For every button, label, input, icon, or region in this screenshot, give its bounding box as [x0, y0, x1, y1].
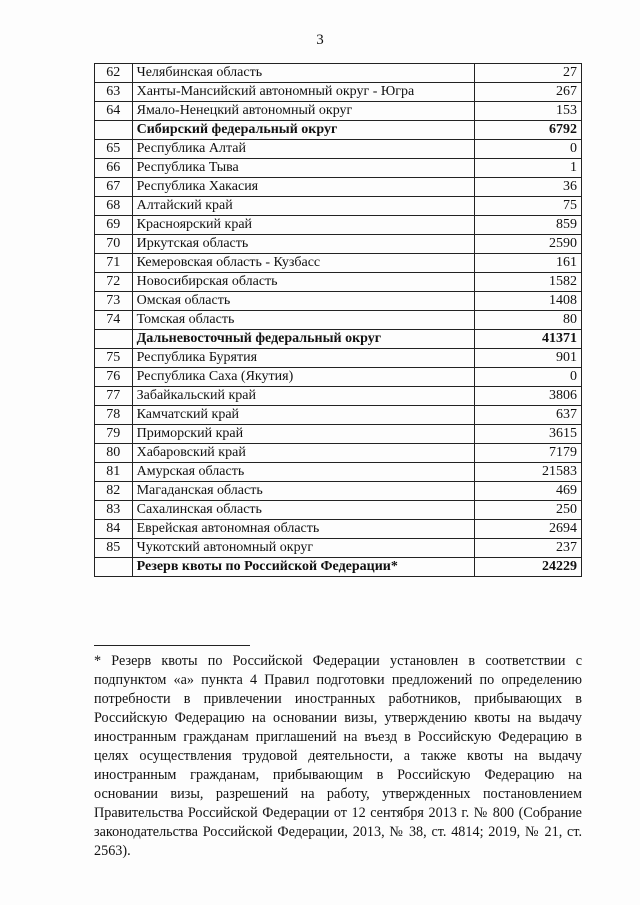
- row-number-cell: 67: [95, 178, 133, 197]
- quota-value-cell: 36: [475, 178, 582, 197]
- table-row: [95, 254, 582, 273]
- quota-value-cell: 1408: [475, 292, 582, 311]
- row-number-cell: 84: [95, 520, 133, 539]
- quota-table: [94, 63, 582, 577]
- table-row: [95, 140, 582, 159]
- table-row: [95, 235, 582, 254]
- row-number-cell: [95, 558, 133, 577]
- quota-value-cell: 237: [475, 539, 582, 558]
- region-name-cell: Республика Саха (Якутия): [132, 368, 475, 387]
- quota-value-cell: 6792: [475, 121, 582, 140]
- quota-value-cell: 267: [475, 83, 582, 102]
- row-number-cell: 74: [95, 311, 133, 330]
- quota-value-cell: 41371: [475, 330, 582, 349]
- table-row: [95, 121, 582, 140]
- region-name-cell: Ханты-Мансийский автономный округ - Югра: [132, 83, 475, 102]
- table-row: [95, 197, 582, 216]
- table-row: [95, 520, 582, 539]
- table-row: [95, 159, 582, 178]
- quota-value-cell: 1582: [475, 273, 582, 292]
- region-name-cell: Забайкальский край: [132, 387, 475, 406]
- region-name-cell: Республика Бурятия: [132, 349, 475, 368]
- quota-value-cell: 250: [475, 501, 582, 520]
- row-number-cell: 79: [95, 425, 133, 444]
- table-row: [95, 178, 582, 197]
- region-name-cell: Республика Тыва: [132, 159, 475, 178]
- region-name-cell: Еврейская автономная область: [132, 520, 475, 539]
- row-number-cell: 80: [95, 444, 133, 463]
- region-name-cell: Магаданская область: [132, 482, 475, 501]
- quota-value-cell: 859: [475, 216, 582, 235]
- row-number-cell: 68: [95, 197, 133, 216]
- row-number-cell: 83: [95, 501, 133, 520]
- region-name-cell: Республика Хакасия: [132, 178, 475, 197]
- row-number-cell: 72: [95, 273, 133, 292]
- row-number-cell: 71: [95, 254, 133, 273]
- region-name-cell: Ямало-Ненецкий автономный округ: [132, 102, 475, 121]
- table-row: [95, 501, 582, 520]
- region-name-cell: Сибирский федеральный округ: [132, 121, 475, 140]
- quota-value-cell: 153: [475, 102, 582, 121]
- quota-table-body: [95, 64, 582, 577]
- table-row: [95, 539, 582, 558]
- quota-value-cell: 75: [475, 197, 582, 216]
- region-name-cell: Томская область: [132, 311, 475, 330]
- row-number-cell: [95, 330, 133, 349]
- quota-value-cell: 1: [475, 159, 582, 178]
- table-row: [95, 425, 582, 444]
- quota-value-cell: 3806: [475, 387, 582, 406]
- table-row: [95, 83, 582, 102]
- region-name-cell: Красноярский край: [132, 216, 475, 235]
- row-number-cell: 69: [95, 216, 133, 235]
- row-number-cell: 76: [95, 368, 133, 387]
- footnote-separator: [94, 645, 250, 646]
- quota-value-cell: 3615: [475, 425, 582, 444]
- region-name-cell: Дальневосточный федеральный округ: [132, 330, 475, 349]
- table-row: [95, 444, 582, 463]
- table-row: [95, 387, 582, 406]
- region-name-cell: Алтайский край: [132, 197, 475, 216]
- region-name-cell: Иркутская область: [132, 235, 475, 254]
- row-number-cell: 85: [95, 539, 133, 558]
- table-row: [95, 273, 582, 292]
- row-number-cell: 62: [95, 64, 133, 83]
- region-name-cell: Челябинская область: [132, 64, 475, 83]
- region-name-cell: Хабаровский край: [132, 444, 475, 463]
- table-row: [95, 349, 582, 368]
- quota-value-cell: 2590: [475, 235, 582, 254]
- region-name-cell: Омская область: [132, 292, 475, 311]
- table-row: [95, 216, 582, 235]
- table-row: [95, 102, 582, 121]
- row-number-cell: 75: [95, 349, 133, 368]
- quota-value-cell: 901: [475, 349, 582, 368]
- row-number-cell: 81: [95, 463, 133, 482]
- quota-value-cell: 27: [475, 64, 582, 83]
- row-number-cell: 77: [95, 387, 133, 406]
- row-number-cell: 64: [95, 102, 133, 121]
- region-name-cell: Кемеровская область - Кузбасс: [132, 254, 475, 273]
- quota-value-cell: 21583: [475, 463, 582, 482]
- row-number-cell: 78: [95, 406, 133, 425]
- table-row: [95, 64, 582, 83]
- page-number: 3: [316, 32, 324, 48]
- table-row: [95, 368, 582, 387]
- region-name-cell: Сахалинская область: [132, 501, 475, 520]
- region-name-cell: Чукотский автономный округ: [132, 539, 475, 558]
- quota-value-cell: 24229: [475, 558, 582, 577]
- table-row: [95, 292, 582, 311]
- row-number-cell: 70: [95, 235, 133, 254]
- table-row: [95, 311, 582, 330]
- quota-value-cell: 0: [475, 368, 582, 387]
- table-row: [95, 463, 582, 482]
- quota-value-cell: 80: [475, 311, 582, 330]
- quota-value-cell: 637: [475, 406, 582, 425]
- table-row: [95, 482, 582, 501]
- table-row: [95, 558, 582, 577]
- row-number-cell: [95, 121, 133, 140]
- region-name-cell: Резерв квоты по Российской Федерации*: [132, 558, 475, 577]
- region-name-cell: Камчатский край: [132, 406, 475, 425]
- row-number-cell: 65: [95, 140, 133, 159]
- table-row: [95, 330, 582, 349]
- row-number-cell: 63: [95, 83, 133, 102]
- quota-value-cell: 7179: [475, 444, 582, 463]
- row-number-cell: 66: [95, 159, 133, 178]
- footnote-text: * Резерв квоты по Российской Федерации установлен в соответствии с подпунктом «а» пункта 4 Правил подготовки предложений по определению потребности в привлечении иностранных работников, прибывающих в Российскую Федерацию на основании визы, утверждению квоты на выдачу иностранным гражданам приглашений на въезд в Российскую Федерацию в целях осуществления трудовой деятельности, а также квоты на выдачу иностранным гражданам, прибывающим в Российскую Федерацию на основании визы, разрешений на работу, утвержденных постановлением Правительства Российской Федерации от 12 сентября 2013 г. № 800 (Собрание законодательства Российской Федерации, 2013, № 38, ст. 4814; 2019, № 21, ст. 2563).: [94, 653, 582, 859]
- region-name-cell: Амурская область: [132, 463, 475, 482]
- region-name-cell: Приморский край: [132, 425, 475, 444]
- row-number-cell: 82: [95, 482, 133, 501]
- region-name-cell: Республика Алтай: [132, 140, 475, 159]
- quota-value-cell: 0: [475, 140, 582, 159]
- row-number-cell: 73: [95, 292, 133, 311]
- table-row: [95, 406, 582, 425]
- quota-value-cell: 469: [475, 482, 582, 501]
- quota-value-cell: 161: [475, 254, 582, 273]
- region-name-cell: Новосибирская область: [132, 273, 475, 292]
- quota-value-cell: 2694: [475, 520, 582, 539]
